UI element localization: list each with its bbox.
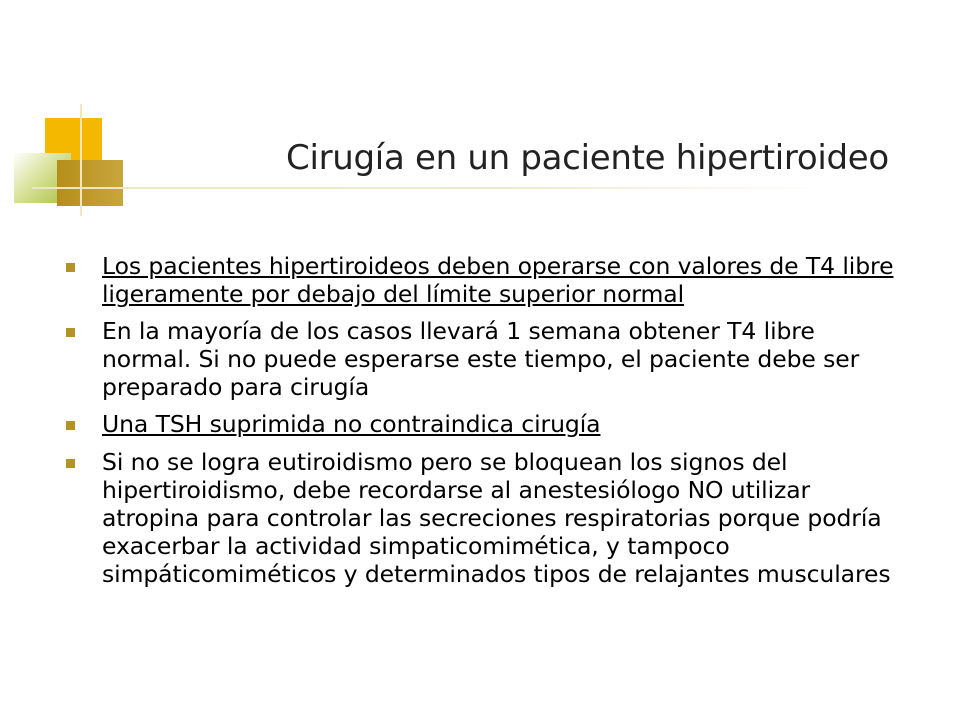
bullet-square-icon <box>66 421 75 430</box>
ornament-vertical-line <box>80 104 82 216</box>
bullet-text: En la mayoría de los casos llevará 1 semana obtener T4 libre normal. Si no puede esperarse este tiempo, el paciente debe ser preparado para cirugía <box>102 317 860 401</box>
slide-title: Cirugía en un paciente hipertiroideo <box>286 138 889 178</box>
bullet-item <box>64 317 904 401</box>
bullet-item <box>64 252 904 308</box>
bullet-text: Una TSH suprimida no contraindica cirugía <box>102 410 601 438</box>
bullet-text: Si no se logra eutiroidismo pero se bloquean los signos del hipertiroidismo, debe recordarse al anestesiólogo NO utilizar atropina para controlar las secreciones respiratorias porque podría exacerbar la actividad simpaticomimética, y tampoco simpáticomiméticos y determinados tipos de relajantes musculares <box>102 448 891 588</box>
bullet-square-icon <box>66 328 75 337</box>
bullet-square-icon <box>66 263 75 272</box>
decorative-block-ornament <box>0 0 140 230</box>
bullet-square-icon <box>66 459 75 468</box>
bullet-list <box>64 252 904 597</box>
bullet-text: Los pacientes hipertiroideos deben operarse con valores de T4 libre ligeramente por debajo del límite superior normal <box>102 252 894 308</box>
bullet-item <box>64 410 904 438</box>
bullet-item <box>64 448 904 588</box>
title-divider-line <box>32 187 832 189</box>
ornament-dark-gold-square <box>57 160 123 206</box>
